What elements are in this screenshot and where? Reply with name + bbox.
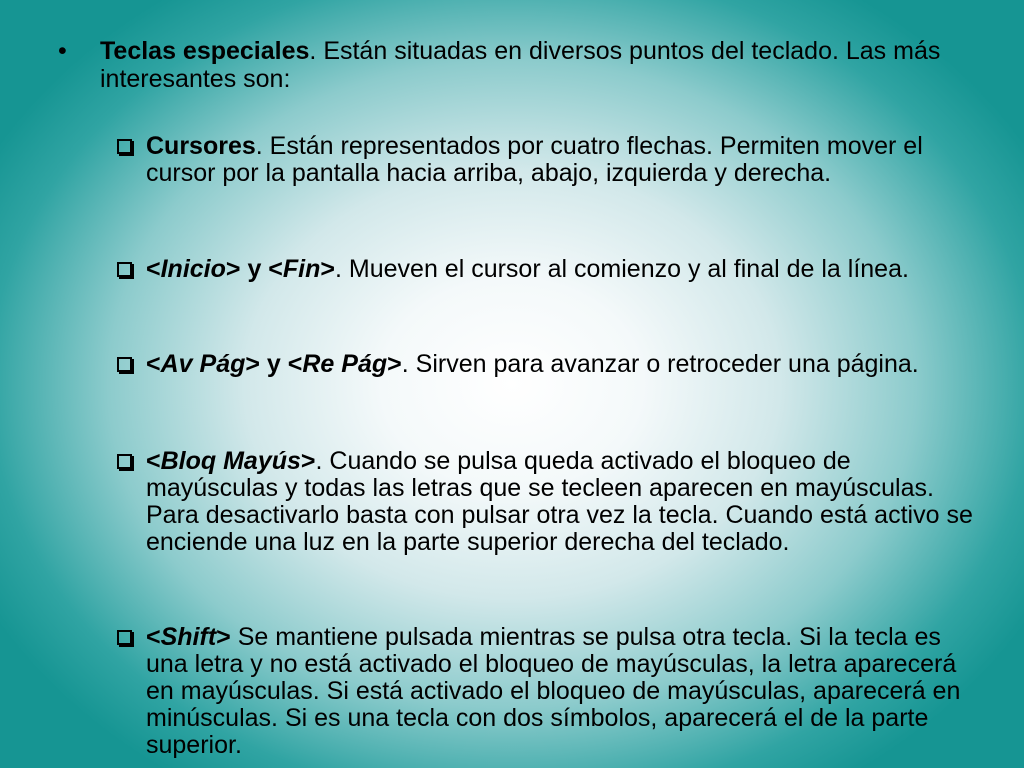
key-close-bracket: > [387,350,402,378]
item-text: . Mueven el cursor al comienzo y al final de la línea. [335,255,909,283]
list-item-inicio-fin [146,256,986,283]
main-bullet-text [100,37,980,93]
key-open-bracket: < [146,447,161,475]
item-text: . Cuando se pulsa queda activado el bloqueo de mayúsculas y todas las letras que se tecleen aparecen en mayúsculas. Para desactivarlo basta con pulsar otra vez la tecla. Cuando está activo se enciende una luz en la parte superior derecha del teclado. [146,447,973,556]
main-description: . Están situadas en diversos puntos del teclado. Las más interesantes son: [100,37,941,93]
key-separator: > y < [245,350,303,378]
item-text: . Sirven para avanzar o retroceder una página. [401,350,919,378]
list-item-shift [146,624,986,759]
list-item-av-re-pag [146,351,986,378]
key-open-bracket: < [146,623,161,651]
checkbox-icon [117,139,132,154]
list-item-bloq-mayus [146,448,986,556]
list-item-cursores [146,133,986,187]
key-close-bracket: > [320,255,336,283]
key-name: Re Pág [302,350,388,378]
item-text: . Están representados por cuatro flechas. Permiten mover el cursor por la pantalla hacia arriba, abajo, izquierda y derecha. [146,132,923,187]
checkbox-icon [117,262,132,277]
key-name: Bloq Mayús [160,447,301,475]
checkbox-icon [117,454,132,469]
key-open-bracket: < [146,255,161,283]
key-name: Av Pág [160,350,246,378]
key-close-bracket: > [300,447,316,475]
checkbox-icon [117,357,132,372]
checkbox-icon [117,630,132,645]
item-text: Se mantiene pulsada mientras se pulsa otra tecla. Si la tecla es una letra y no está activado el bloqueo de mayúsculas, la letra aparecerá en mayúsculas. Si está activado el bloqueo de mayúsculas, aparecerá en minúsculas. Si es una tecla con dos símbolos, aparecerá el de la parte superior. [146,623,961,759]
key-close-bracket: > [216,623,231,651]
key-name: Shift [160,623,217,651]
key-separator: > y < [225,255,283,283]
key-name: Inicio [160,255,226,283]
key-open-bracket: < [146,350,161,378]
main-term: Teclas especiales [100,37,310,65]
main-bullet-icon: • [58,37,67,65]
key-name: Fin [282,255,321,283]
item-lead: Cursores [146,132,256,160]
